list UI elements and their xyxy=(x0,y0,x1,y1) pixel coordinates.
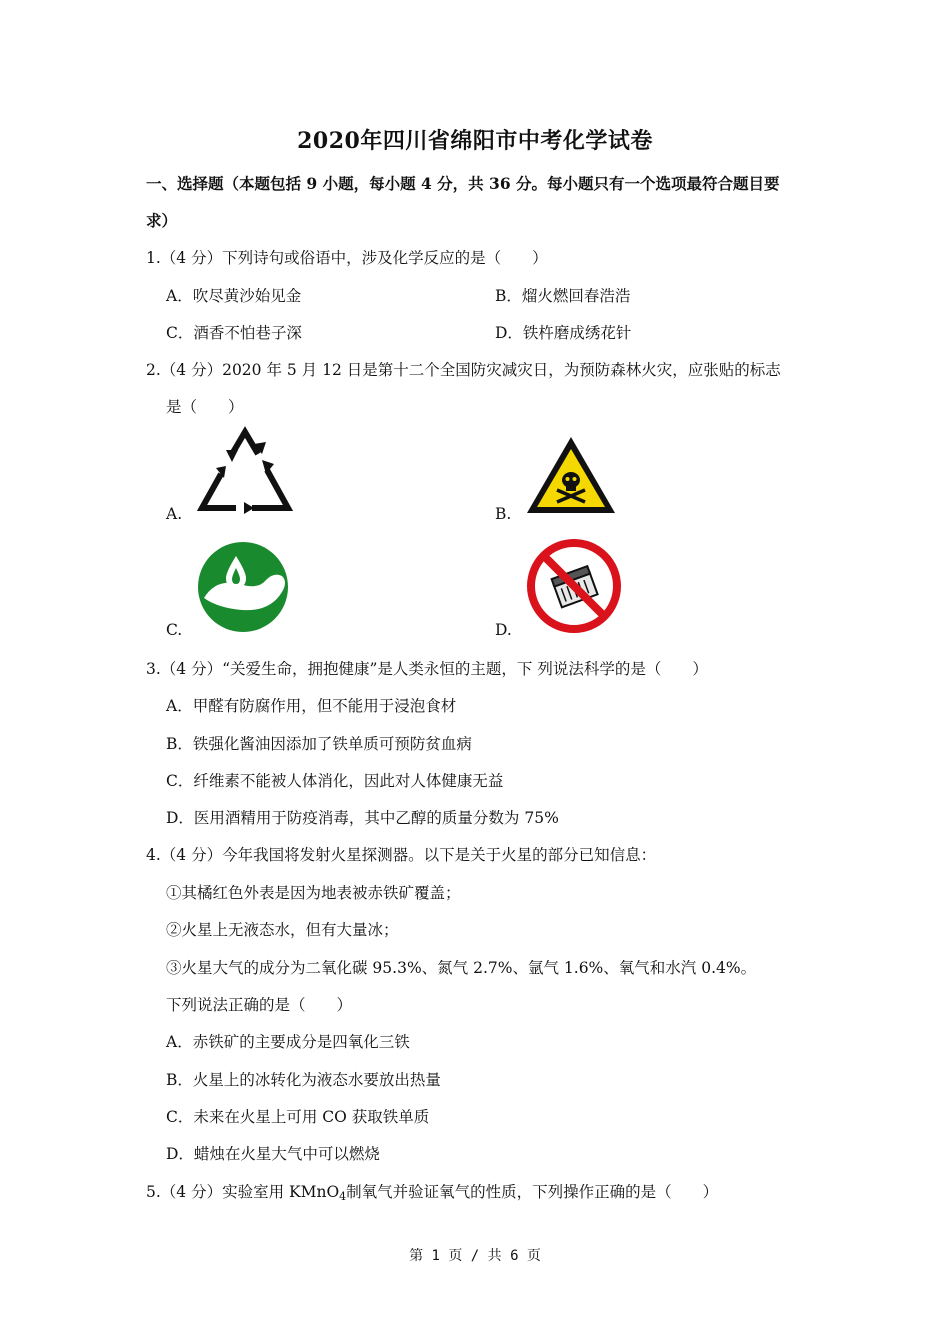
toxic-warning-icon xyxy=(524,434,618,516)
question-1-option-b: B．熘火燃回春浩浩 xyxy=(495,287,631,305)
question-4-info-1: ①其橘红色外表是因为地表被赤铁矿覆盖； xyxy=(166,884,461,902)
question-5-stem-subscript: 4 xyxy=(339,1190,347,1203)
question-4-option-b: B．火星上的冰转化为液态水要放出热量 xyxy=(166,1071,441,1089)
question-2-option-b: B. xyxy=(495,505,512,523)
recycle-icon xyxy=(196,426,294,516)
question-4-option-a: A．赤铁矿的主要成分是四氧化三铁 xyxy=(166,1033,410,1051)
question-4-prompt: 下列说法正确的是（ ） xyxy=(166,996,353,1014)
question-5-stem-post: 制氧气并验证氧气的性质，下列操作正确的是（ ） xyxy=(346,1183,719,1201)
section-heading-cont: 求） xyxy=(146,211,178,230)
question-2-option-c: C. xyxy=(166,621,183,639)
page-footer: 第 1 页 / 共 6 页 xyxy=(409,1248,541,1264)
question-2-option-a: A. xyxy=(166,505,183,523)
section-heading: 一、选择题（本题包括 9 小题，每小题 4 分，共 36 分。每小题只有一个选项最符合题目要 xyxy=(146,174,780,193)
question-1-option-d: D．铁杵磨成绣花针 xyxy=(495,324,632,342)
question-1-option-a: A．吹尽黄沙始见金 xyxy=(166,287,302,305)
question-5-stem xyxy=(146,1182,718,1202)
question-3-option-b: B．铁强化酱油因添加了铁单质可预防贫血病 xyxy=(166,735,472,753)
question-2-option-d: D. xyxy=(495,621,512,639)
water-saving-icon xyxy=(196,540,290,634)
question-2-stem-cont: 是（ ） xyxy=(166,398,244,416)
question-3-stem: 3.（4 分）“关爱生命，拥抱健康”是人类永恒的主题，下 列说法科学的是（ ） xyxy=(146,660,708,678)
question-4-info-3: ③火星大气的成分为二氧化碳 95.3%、氮气 2.7%、氩气 1.6%、氧气和水汽 0.4%。 xyxy=(166,959,757,977)
question-3-option-a: A．甲醛有防腐作用，但不能用于浸泡食材 xyxy=(166,697,457,715)
question-1-stem: 1.（4 分）下列诗句或俗语中，涉及化学反应的是（ ） xyxy=(146,249,548,267)
question-2-stem: 2.（4 分）2020 年 5 月 12 日是第十二个全国防灾减灾日，为预防森林火灾，应张贴的标志 xyxy=(146,361,781,379)
question-3-option-c: C．纤维素不能被人体消化，因此对人体健康无益 xyxy=(166,772,504,790)
question-5-stem-pre: 5.（4 分）实验室用 KMnO xyxy=(146,1183,340,1201)
no-matches-icon xyxy=(526,538,622,634)
question-4-info-2: ②火星上无液态水，但有大量冰； xyxy=(166,921,399,939)
question-4-stem: 4.（4 分）今年我国将发射火星探测器。以下是关于火星的部分已知信息： xyxy=(146,846,657,864)
question-3-option-d: D．医用酒精用于防疫消毒，其中乙醇的质量分数为 75% xyxy=(166,809,559,827)
question-4-option-c: C．未来在火星上可用 CO 获取铁单质 xyxy=(166,1108,430,1126)
question-4-option-d: D．蜡烛在火星大气中可以燃烧 xyxy=(166,1145,380,1163)
page-title: 2020年四川省绵阳市中考化学试卷 xyxy=(297,128,653,154)
question-1-option-c: C．酒香不怕巷子深 xyxy=(166,324,302,342)
